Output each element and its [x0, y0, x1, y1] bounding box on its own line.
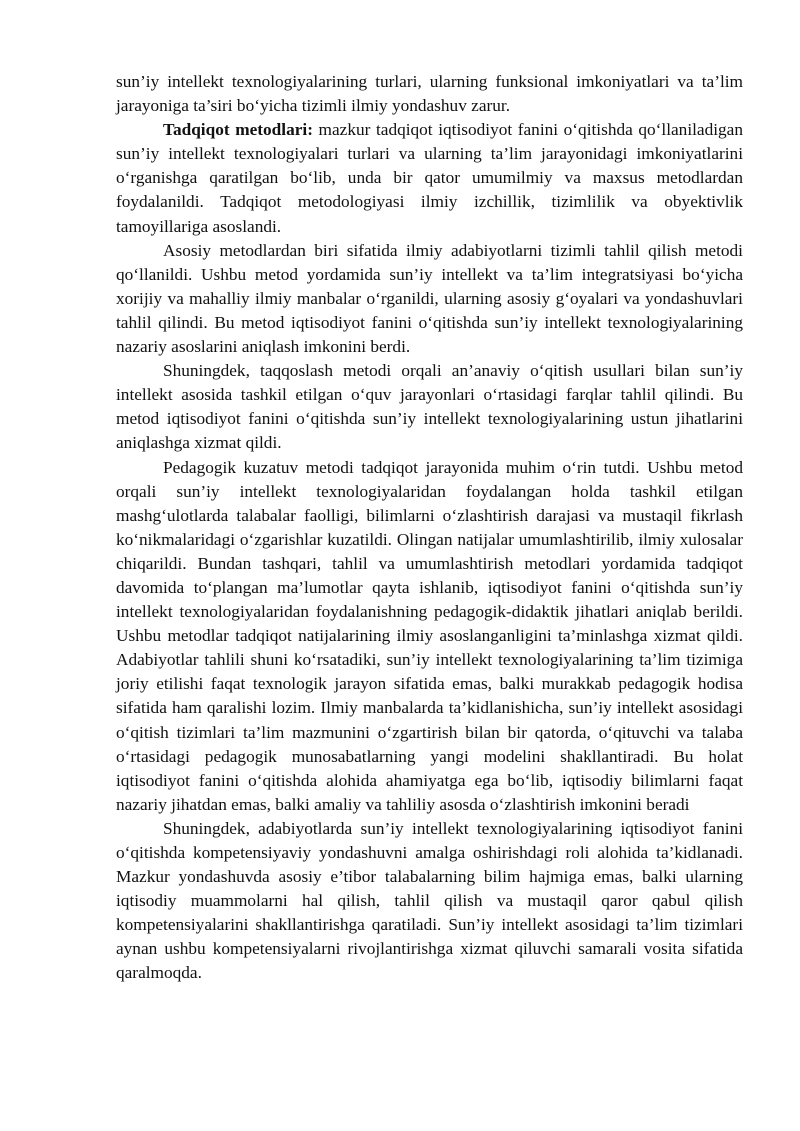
- body-text: [116, 70, 743, 986]
- section-heading-inline: Tadqiqot metodlari:: [163, 120, 313, 140]
- paragraph-text: Shuningdek, taqqoslash metodi orqali an’anaviy o‘qitish usullari bilan sun’iy intellekt asosida tashkil etilgan o‘quv jarayonlari o‘rtasidagi farqlar tahlil qilindi. Bu metod iqtisodiyot fanini o‘qitishda sun’iy intellekt texnologiyalarining ustun jihatlarini aniqlashga xizmat qildi.: [116, 361, 743, 453]
- paragraph-literature-analysis: [116, 239, 743, 359]
- paragraph-comparison-method: [116, 359, 743, 455]
- paragraph-text: Asosiy metodlardan biri sifatida ilmiy adabiyotlarni tizimli tahlil qilish metodi qo‘llanildi. Ushbu metod yordamida sun’iy intellekt va ta’lim integratsiyasi bo‘yicha xorijiy va mahalliy ilmiy manbalar o‘rganildi, ularning asosiy g‘oyalari va yondashuvlari tahlil qilindi. Bu metod iqtisodiyot fanini o‘qitishda sun’iy intellekt texnologiyalarining nazariy asoslarini aniqlash imkonini berdi.: [116, 240, 743, 357]
- paragraph-text: mazkur tadqiqot iqtisodiyot fanini o‘qitishda qo‘llaniladigan sun’iy intellekt texnologiyalari turlari va ularning ta’lim jarayonidagi imkoniyatlarini o‘rganishga qaratilgan bo‘lib, unda bir qator umumilmiy va maxsus metodlardan foydalanildi. Tadqiqot metodologiyasi ilmiy izchillik, tizimlilik va obyektivlik tamoyillariga asoslandi.: [116, 120, 743, 236]
- paragraph-text: sun’iy intellekt texnologiyalarining turlari, ularning funksional imkoniyatlari va ta’lim jarayoniga ta’siri bo‘yicha tizimli ilmiy yondashuv zarur.: [116, 72, 743, 116]
- paragraph-competency-approach: [116, 817, 743, 986]
- paragraph-pedagogical-observation: [116, 456, 743, 817]
- paragraph-intro-continuation: [116, 70, 743, 118]
- paragraph-text: Shuningdek, adabiyotlarda sun’iy intellekt texnologiyalarining iqtisodiyot fanini o‘qitishda kompetensiyaviy yondashuvni amalga oshirishdagi roli alohida ta’kidlanadi. Mazkur yondashuvda asosiy e’tibor talabalarning bilim hajmiga emas, balki ularning iqtisodiy muammolarni hal qilish, tahlil qilish va mustaqil qaror qabul qilish kompetensiyalarini shakllantirishga qaratiladi. Sun’iy intellekt asosidagi ta’lim tizimlari aynan ushbu kompetensiyalarni rivojlantirishga xizmat qiluvchi samarali vosita sifatida qaralmoqda.: [116, 818, 743, 983]
- paragraph-text: Pedagogik kuzatuv metodi tadqiqot jarayonida muhim o‘rin tutdi. Ushbu metod orqali sun’iy intellekt texnologiyalaridan foydalangan holda tashkil etilgan mashg‘ulotlarda talabalar faolligi, bilimlarni o‘zlashtirish darajasi va mustaqil fikrlash ko‘nikmalaridagi o‘zgarishlar kuzatildi. Olingan natijalar umumlashtirilib, ilmiy xulosalar chiqarildi. Bundan tashqari, tahlil va umumlashtirish metodlari yordamida tadqiqot davomida to‘plangan ma’lumotlar qayta ishlanib, iqtisodiyot fanini o‘qitishda sun’iy intellekt texnologiyalaridan foydalanishning pedagogik-didaktik jihatlari aniqlab berildi. Ushbu metodlar tadqiqot natijalarining ilmiy asoslanganligini ta’minlashga xizmat qildi. Adabiyotlar tahlili shuni ko‘rsatadiki, sun’iy intellekt texnologiyalarining ta’lim tizimiga joriy etilishi faqat texnologik jarayon sifatida emas, balki murakkab pedagogik hodisa sifatida ham qaralishi lozim. Ilmiy manbalarda ta’kidlanishicha, sun’iy intellekt asosidagi o‘qitish tizimlari ta’lim mazmunini o‘zgartirish bilan bir qatorda, o‘qituvchi va talaba o‘rtasidagi pedagogik munosabatlarning yangi modelini shakllantiradi. Bu holat iqtisodiyot fanini o‘qitishda alohida ahamiyatga ega bo‘lib, iqtisodiy bilimlarni faqat nazariy jihatdan emas, balki amaliy va tahliliy asosda o‘zlashtirish imkonini beradi: [116, 457, 743, 814]
- paragraph-research-methods: [116, 118, 743, 238]
